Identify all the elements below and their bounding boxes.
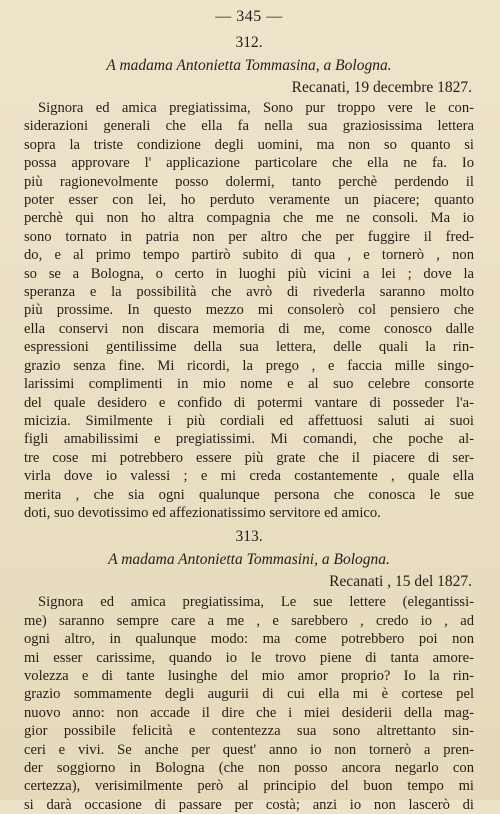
text-line: nuovo anno: non accade il dire che i miei desiderii della mag- <box>24 704 474 721</box>
text-line: si darà occasione di passare per costà; anzi io non lascerò di <box>24 796 474 813</box>
text-line: der soggiorno in Bologna (che non posso ancora negarlo con <box>24 760 474 776</box>
text-line: gior possibile felicità e contentezza sua sono altrettanto sin- <box>24 723 474 740</box>
letter <box>24 526 474 814</box>
letter-place-date: Recanati , 15 del 1827. <box>329 573 472 591</box>
text-line: speranza e la possibilità che avrò di rivederla saranno molto <box>24 284 474 301</box>
text-line: doti, suo devotissimo ed affezionatissimo servitore ed amico. <box>24 504 381 521</box>
text-line: certezza), verisimilmente però al principio del buon tempo mi <box>24 778 474 795</box>
letter-body <box>24 99 474 522</box>
text-line: più prossime. In questo mezzo mi consolerò col pensiero che <box>24 302 474 319</box>
text-line: del quale desidero e confido di potermi vantare di posseder l'a- <box>24 394 474 411</box>
text-line: micizia. Similmente i più cordiali ed affettuosi saluti ai suoi <box>24 412 474 429</box>
text-line: sopra la triste condizione degli uomini, ma non so quanto si <box>24 136 474 153</box>
letter <box>24 32 474 522</box>
text-line: so se a Bologna, o certo in luoghi più vicini a lei ; dove la <box>24 265 474 282</box>
letter-place-date: Recanati, 19 decembre 1827. <box>291 79 472 96</box>
text-line: Signora ed amica pregiatissima, Le sue lettere (elegantissi- <box>38 594 474 611</box>
text-line: possa approvare l' applicazione particolare che ella ne fa. Io <box>24 155 474 172</box>
text-line: sono tornato in patria non per altro che per fuggire il fred- <box>24 228 474 245</box>
text-line: tre cose mi potrebbero essere più grate che il piacere di ser- <box>24 449 474 466</box>
text-line: ogni altro, in qualunque modo: ma come potrebbero poi non <box>24 631 474 648</box>
text-line: merita , che sia ogni qualunque persona che conosca le sue <box>24 486 474 503</box>
text-line: Signora ed amica pregiatissima, Sono pur troppo vere le con- <box>38 100 474 116</box>
letters-container <box>24 32 474 814</box>
text-line: do, e al primo tempo partirò subito di qua , e tornerò , non <box>24 247 474 264</box>
text-line: mi esser carissime, quando io le trovo piene di tanta amore- <box>24 649 474 666</box>
text-line: espressioni gentilissime della sua lettera, delle quali la rin- <box>24 339 474 356</box>
text-line: larissimi complimenti in mio nome e al suo celebre consorte <box>24 376 474 393</box>
text-line: ella conservi non discara memoria di me, come conosco dalle <box>24 320 474 337</box>
text-line: grazio senza fine. Mi ricordi, la prego , e faccia mille singo- <box>24 357 474 374</box>
text-line: volezza e di tante lusinghe del mio amor proprio? Io la rin- <box>24 667 474 684</box>
text-line: ceri e vivi. Se anche per quest' anno io non tornerò a pren- <box>24 741 474 758</box>
text-line: grazio sommamente degli augurii di cui ella mi è cortese pel <box>24 686 474 703</box>
letter-number: 313. <box>235 528 263 546</box>
letter-body <box>24 593 474 814</box>
text-line: siderazioni generali che ella fa nella sua graziosissima lettera <box>24 118 474 135</box>
text-line: virla dove io valessi ; e mi creda costantemente , quale ella <box>24 468 474 485</box>
letter-title: A madama Antonietta Tommasini, a Bologna. <box>108 551 390 569</box>
text-line: me) saranno sempre care a me , e sarebbero , credo io , ad <box>24 612 474 629</box>
text-line: perchè qui non ho altra compagnia che me ne consoli. Ma io <box>24 210 474 227</box>
text-line: poter esser con lei, ho perduto veramente un piacere; quanto <box>24 192 474 209</box>
letter-title: A madama Antonietta Tommasina, a Bologna. <box>106 57 392 74</box>
text-line: figli amabilissimi e pregiatissimi. Mi comandi, che poche al- <box>24 431 474 448</box>
text-line: più ragionevolmente posso dolermi, tanto perchè perdendo il <box>24 173 474 190</box>
page-number: — 345 — <box>215 8 283 25</box>
letter-number: 312. <box>235 34 263 51</box>
